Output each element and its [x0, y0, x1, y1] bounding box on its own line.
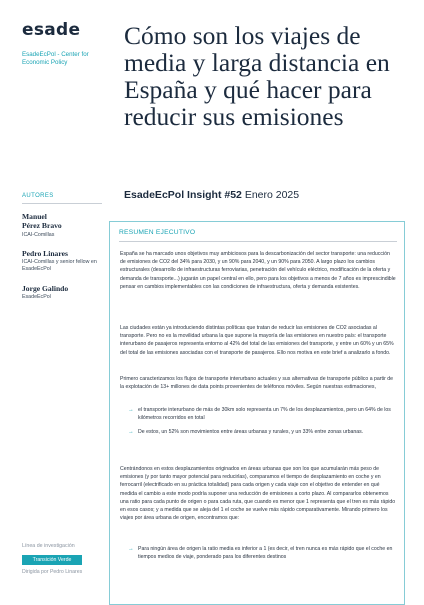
- center-name: EsadeEcPol - Center for Economic Policy: [22, 51, 89, 67]
- summary-paragraph: Primero caracterizamos los flujos de transporte interurbano actuales y sus alternativas de transporte público a partir de la explotación de 13+ millones de data points provenientes de teléfonos móviles. Según nuestras estimaciones,: [120, 376, 394, 391]
- summary-bullet: De estos, un 52% son movimientos entre áreas urbanas y rurales, y un 33% entre zonas urbanas.: [138, 429, 364, 435]
- author-affiliation: ICAI-Comillas: [22, 232, 55, 238]
- summary-paragraph: España se ha marcado unos objetivos muy ambiciosos para la descarbonización del sector transporte: una reducción de emisiones de CO2 del 34% para 2030, y un 90% para 2040, y un 90% para 2050. A largo plazo los cambios estructurales (desarrollo de infraestructuras ferroviarias, penetración del vehículo eléctrico, modificación de la oferta y demanda de transporte...) jugarán un papel central en ello, pero para los objetivos a menos de 7 años es imprescindible pensar en cambios implementables con las condiciones de infraestructura, oferta y demanda existentes.: [120, 251, 396, 290]
- arrow-right-icon: →: [128, 546, 134, 552]
- summary-paragraph: Las ciudades están ya introduciendo distintas políticas que tratan de reducir las emisiones de CO2 asociadas al transporte. Pero no es la movilidad urbana la que supone la mayoría de las emisiones en nuestro país: el transporte interurbano de pasajeros representa entorno al 42% del total de las emisiones del transporte, y entre un 60% y un 65% del total de las emisiones asociadas con el transporte de pasajeros. Ello nos motiva en este brief a analizarlo a fondo.: [120, 325, 394, 356]
- summary-divider: [119, 241, 397, 242]
- directed-by: Dirigida por Pedro Linares: [22, 569, 83, 575]
- author-affiliation: EsadeEcPol: [22, 294, 51, 300]
- research-line-label: Línea de investigación: [22, 543, 75, 549]
- author-affiliation: ICAI-Comillas y senior fellow en EsadeEcPol: [22, 259, 97, 273]
- author-name-line: Manuel: [22, 212, 47, 221]
- arrow-right-icon: →: [128, 429, 134, 435]
- author-name-line: Pérez Bravo: [22, 221, 62, 230]
- authors-label: AUTORES: [22, 193, 54, 199]
- arrow-right-icon: →: [128, 407, 134, 413]
- author-name: Pedro Linares: [22, 249, 68, 258]
- summary-bullet: el transporte interurbano de más de 30km solo representa un 7% de los desplazamientos, pero un 64% de los kilómetros recorridos en total: [138, 407, 391, 422]
- insight-heading: [124, 189, 299, 201]
- author-name: [22, 212, 62, 230]
- sidebar: [0, 0, 108, 600]
- insight-number: EsadeEcPol Insight #52: [124, 189, 242, 201]
- insight-date: Enero 2025: [244, 189, 300, 201]
- summary-paragraph: Centrándonos en estos desplazamientos originados en áreas urbanas que son los que acumularán más peso de emisiones (y por tanto mayor potencial para reducirlas), comparamos el tiempo de desplazamiento en coche y en ferrocarril (electrificado en su práctica totalidad) para cada origen y cada viaje con el objetivo de entender en qué medida el cambio a este modo podría suponer una reducción de emisiones a corto plazo. Al compararlos obtenemos una ratio para cada punto de origen o para cada ruta, que cuando es menor que 1 representa que el tren es más rápido en esos casos; y a medida que se aleja del 1 el coche se vuelve más rápido comparativamente. Mirando primero los viajes por área urbana de origen, encontramos que:: [120, 466, 396, 522]
- page-title: Cómo son los viajes de media y larga distancia en España y qué hacer para reducir sus emisiones: [124, 21, 390, 131]
- author-name: Jorge Galindo: [22, 284, 69, 293]
- executive-summary-title: RESUMEN EJECUTIVO: [119, 229, 196, 236]
- summary-bullet: Para ningún área de origen la ratio media es inferior a 1 (es decir, el tren nunca es más rápido que el coche en tiempos medios de viaje, ponderado para los diferentes destinos: [138, 546, 393, 561]
- esade-logo: esade: [22, 20, 81, 40]
- authors-divider: [22, 203, 102, 204]
- research-line-badge[interactable]: Transición Verde: [22, 555, 82, 565]
